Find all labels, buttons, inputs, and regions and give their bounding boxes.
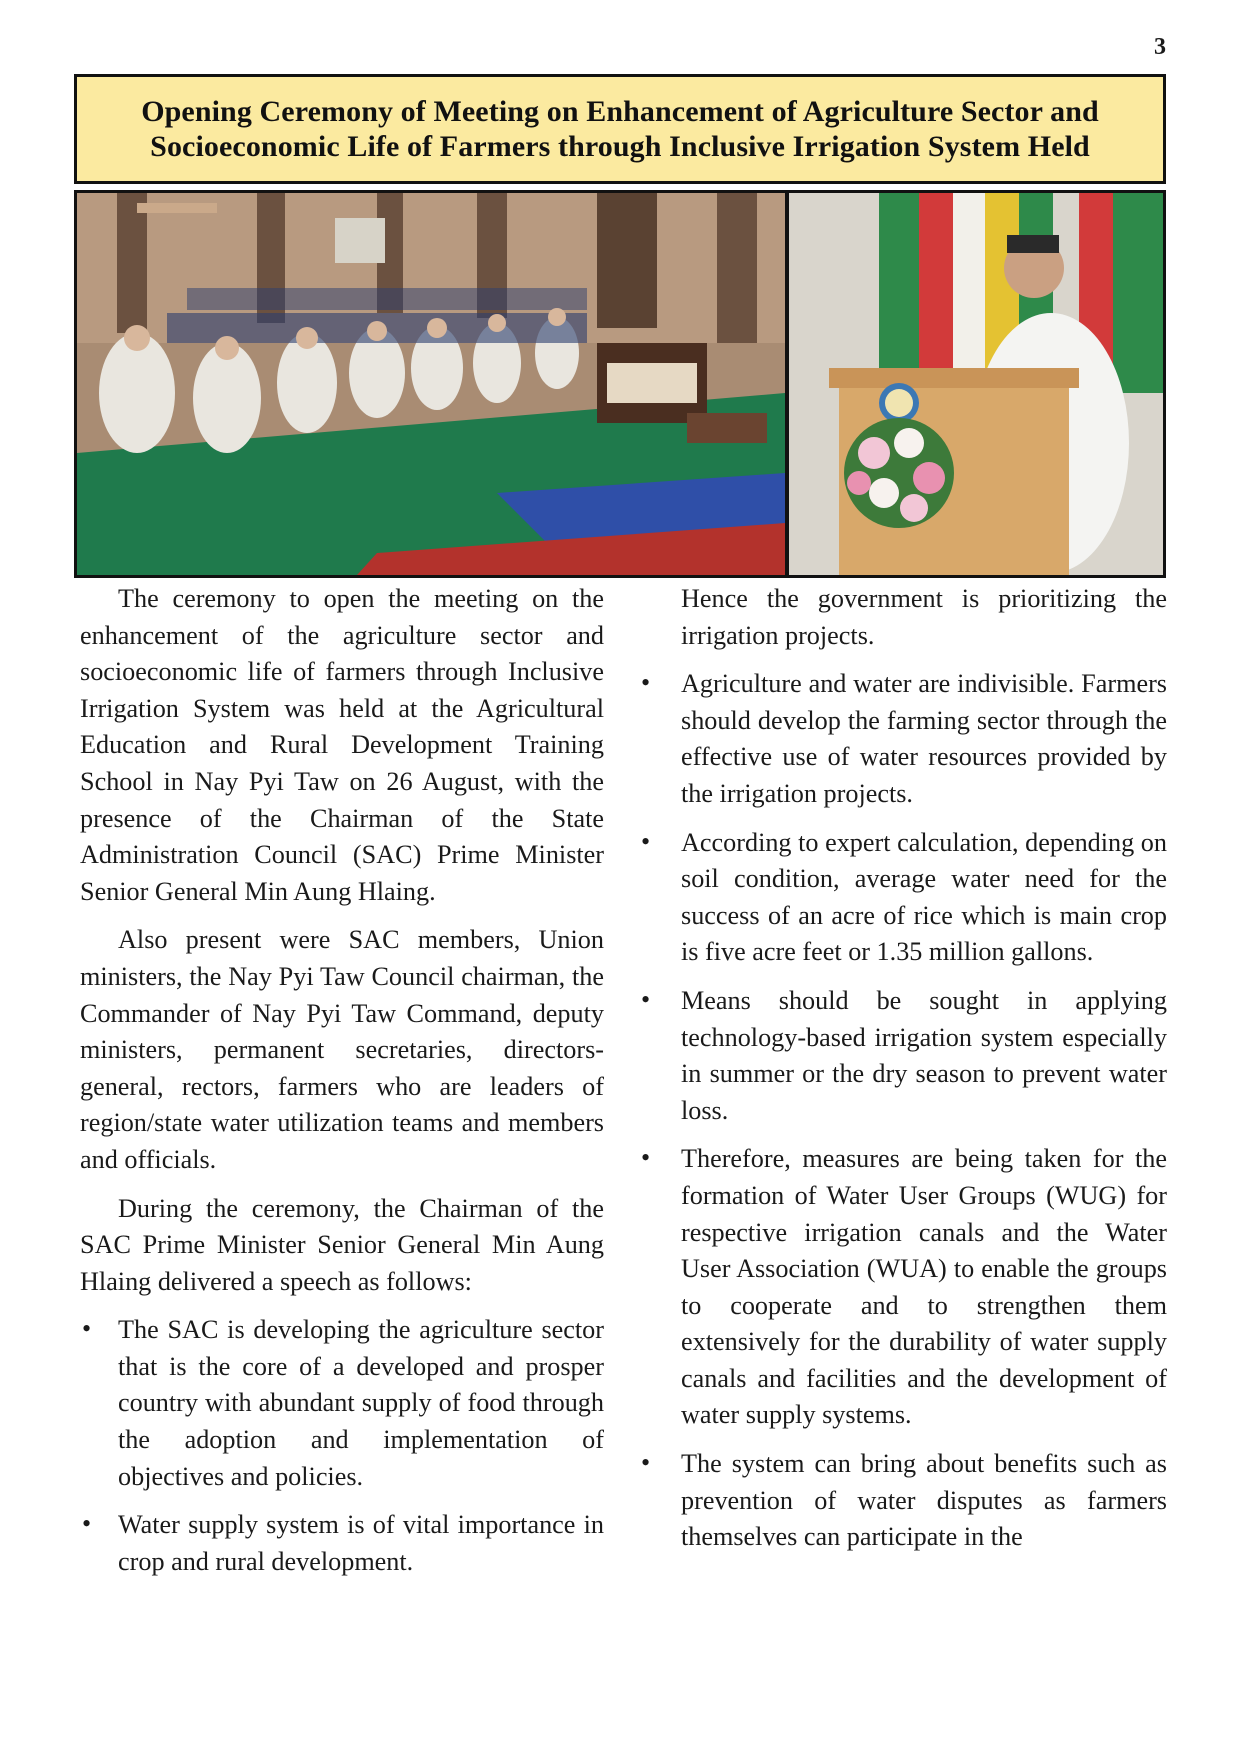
list-item-text: The SAC is developing the agriculture sector that is the core of a developed and prosper country with abundant supply of food through the adoption and implementation of objectives and policies. (118, 1315, 604, 1491)
list-item (641, 983, 1167, 1129)
list-item-text: The system can bring about benefits such as prevention of water disputes as farmers themselves can participate in the (681, 1449, 1167, 1552)
page-number: 3 (1154, 34, 1166, 60)
bullet-icon: • (641, 1143, 651, 1173)
list-item-text: Means should be sought in applying technology-based irrigation system especially in summer or the dry season to prevent water loss. (681, 985, 1167, 1125)
list-item-text: Water supply system is of vital importance in crop and rural development. (118, 1510, 604, 1576)
list-item (641, 825, 1167, 971)
list-item-text: Agriculture and water are indivisible. Farmers should develop the farming sector through the effective use of water resources provided by the irrigation projects. (681, 669, 1167, 808)
bullet-icon: • (641, 668, 651, 698)
paragraph-continuation: Hence the government is prioritizing the irrigation projects. (681, 584, 1167, 650)
list-item (641, 666, 1167, 812)
list-item (80, 1507, 604, 1580)
article-title-line-2: Socioeconomic Life of Farmers through Inclusive Irrigation System Held (150, 130, 1090, 163)
bullet-icon: • (82, 1314, 92, 1344)
ceremony-audience-photo (77, 193, 785, 575)
paragraph-opening: The ceremony to open the meeting on the enhancement of the agriculture sector and socioeconomic life of farmers through Inclusive Irrigation System was held at the Agricultural Education and Rural Development Training School in Nay Pyi Taw on 26 August, with the presence of the Chairman of the State Administration Council (SAC) Prime Minister Senior General Min Aung Hlaing. (80, 584, 604, 906)
right-text-column (641, 581, 1167, 1568)
article-title-box (74, 74, 1166, 184)
speech-points-left (80, 1312, 604, 1580)
article-title-line-1: Opening Ceremony of Meeting on Enhancement of Agriculture Sector and (141, 95, 1099, 128)
bullet-icon: • (641, 826, 651, 856)
speaker-podium-photo (789, 193, 1163, 575)
list-item (80, 1312, 604, 1495)
paragraph-attendees: Also present were SAC members, Union ministers, the Nay Pyi Taw Council chairman, the Commander of Nay Pyi Taw Command, deputy ministers, permanent secretaries, directors-general, rectors, farmers who are leaders of region/state water utilization teams and members and officials. (80, 925, 604, 1174)
speech-points-right (641, 666, 1167, 1556)
bullet-icon: • (641, 1448, 651, 1478)
paragraph-speech-intro: During the ceremony, the Chairman of the SAC Prime Minister Senior General Min Aung Hlaing delivered a speech as follows: (80, 1193, 604, 1296)
photo-strip (74, 190, 1166, 578)
list-item (641, 1446, 1167, 1556)
list-item-text: Therefore, measures are being taken for the formation of Water User Groups (WUG) for respective irrigation canals and the Water User Association (WUA) to enable the groups to cooperate and to strengthen them extensively for the durability of water supply canals and facilities and the development of water supply systems. (681, 1144, 1167, 1430)
bullet-icon: • (82, 1509, 92, 1539)
bullet-icon: • (641, 984, 651, 1014)
left-text-column (80, 581, 604, 1592)
list-item-text: According to expert calculation, depending on soil condition, average water need for the success of an acre of rice which is main crop is five acre feet or 1.35 million gallons. (681, 827, 1167, 967)
list-item (641, 1141, 1167, 1434)
